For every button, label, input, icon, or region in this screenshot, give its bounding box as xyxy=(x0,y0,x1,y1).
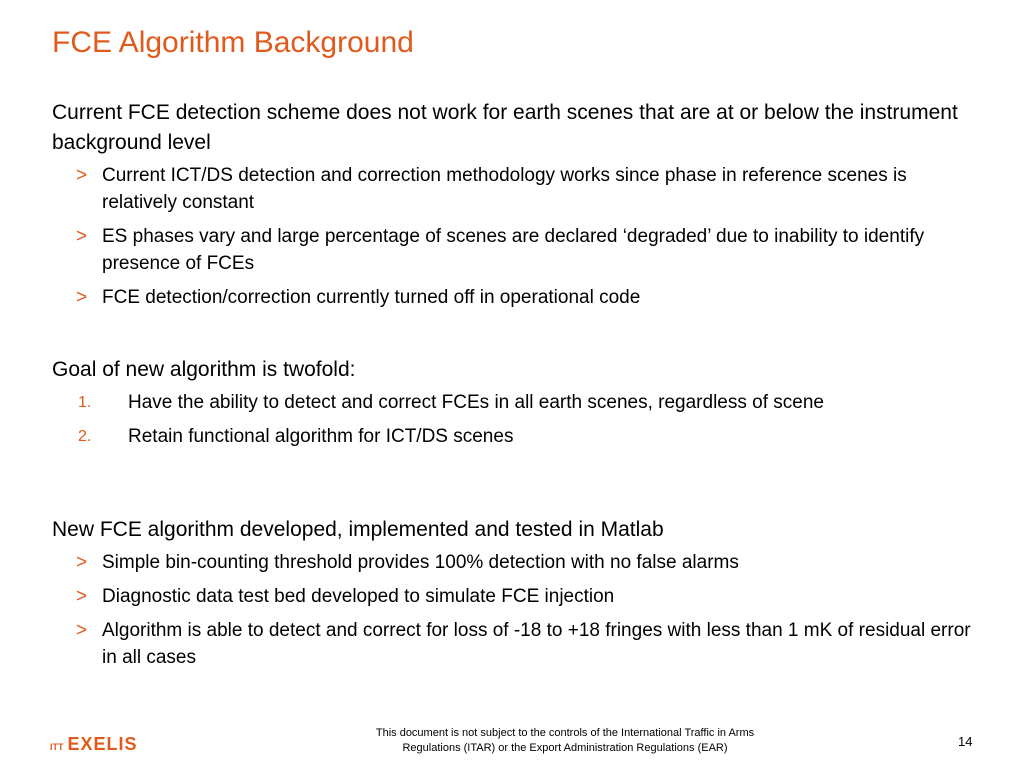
list-number: 1. xyxy=(78,394,92,411)
list-item xyxy=(52,162,972,216)
section-new-algorithm xyxy=(52,515,972,678)
list-item xyxy=(52,549,972,576)
list-item xyxy=(52,583,972,610)
list-item xyxy=(52,284,972,311)
list-item xyxy=(52,423,972,450)
list-item-text: Have the ability to detect and correct FCEs in all earth scenes, regardless of scene xyxy=(128,392,824,413)
section-heading: New FCE algorithm developed, implemented and tested in Matlab xyxy=(52,518,664,541)
company-logo xyxy=(50,734,138,755)
section-heading: Current FCE detection scheme does not work for earth scenes that are at or below the instrument background level xyxy=(52,101,958,154)
bullet-chevron-icon: > xyxy=(76,552,88,573)
bullet-list xyxy=(52,549,972,671)
slide-title: FCE Algorithm Background xyxy=(52,26,414,59)
section-goal xyxy=(52,355,972,457)
logo-prefix: ITT xyxy=(50,742,64,752)
list-item-text: Algorithm is able to detect and correct for loss of -18 to +18 fringes with less than 1 mK of residual error in all cases xyxy=(102,620,971,668)
export-disclaimer xyxy=(330,726,800,756)
numbered-list xyxy=(52,389,972,450)
bullet-chevron-icon: > xyxy=(76,620,88,641)
list-number: 2. xyxy=(78,428,92,445)
list-item xyxy=(52,223,972,277)
bullet-list xyxy=(52,162,972,311)
list-item xyxy=(52,617,972,671)
list-item-text: Current ICT/DS detection and correction methodology works since phase in reference scenes is relatively constant xyxy=(102,165,907,213)
page-number: 14 xyxy=(958,734,973,749)
section-heading: Goal of new algorithm is twofold: xyxy=(52,358,356,381)
bullet-chevron-icon: > xyxy=(76,226,88,247)
disclaimer-line: This document is not subject to the controls of the International Traffic in Arms xyxy=(375,727,755,739)
list-item-text: Diagnostic data test bed developed to simulate FCE injection xyxy=(102,586,615,607)
logo-name: EXELIS xyxy=(67,734,138,754)
bullet-chevron-icon: > xyxy=(76,287,88,308)
list-item-text: Retain functional algorithm for ICT/DS scenes xyxy=(128,426,514,447)
bullet-chevron-icon: > xyxy=(76,586,88,607)
bullet-chevron-icon: > xyxy=(76,165,88,186)
list-item-text: ES phases vary and large percentage of scenes are declared ‘degraded’ due to inability to identify presence of FCEs xyxy=(102,226,925,274)
list-item-text: FCE detection/correction currently turned off in operational code xyxy=(102,287,641,308)
list-item xyxy=(52,389,972,416)
section-current-scheme xyxy=(52,98,972,318)
disclaimer-line: Regulations (ITAR) or the Export Administration Regulations (EAR) xyxy=(402,742,728,754)
list-item-text: Simple bin-counting threshold provides 100% detection with no false alarms xyxy=(102,552,739,573)
